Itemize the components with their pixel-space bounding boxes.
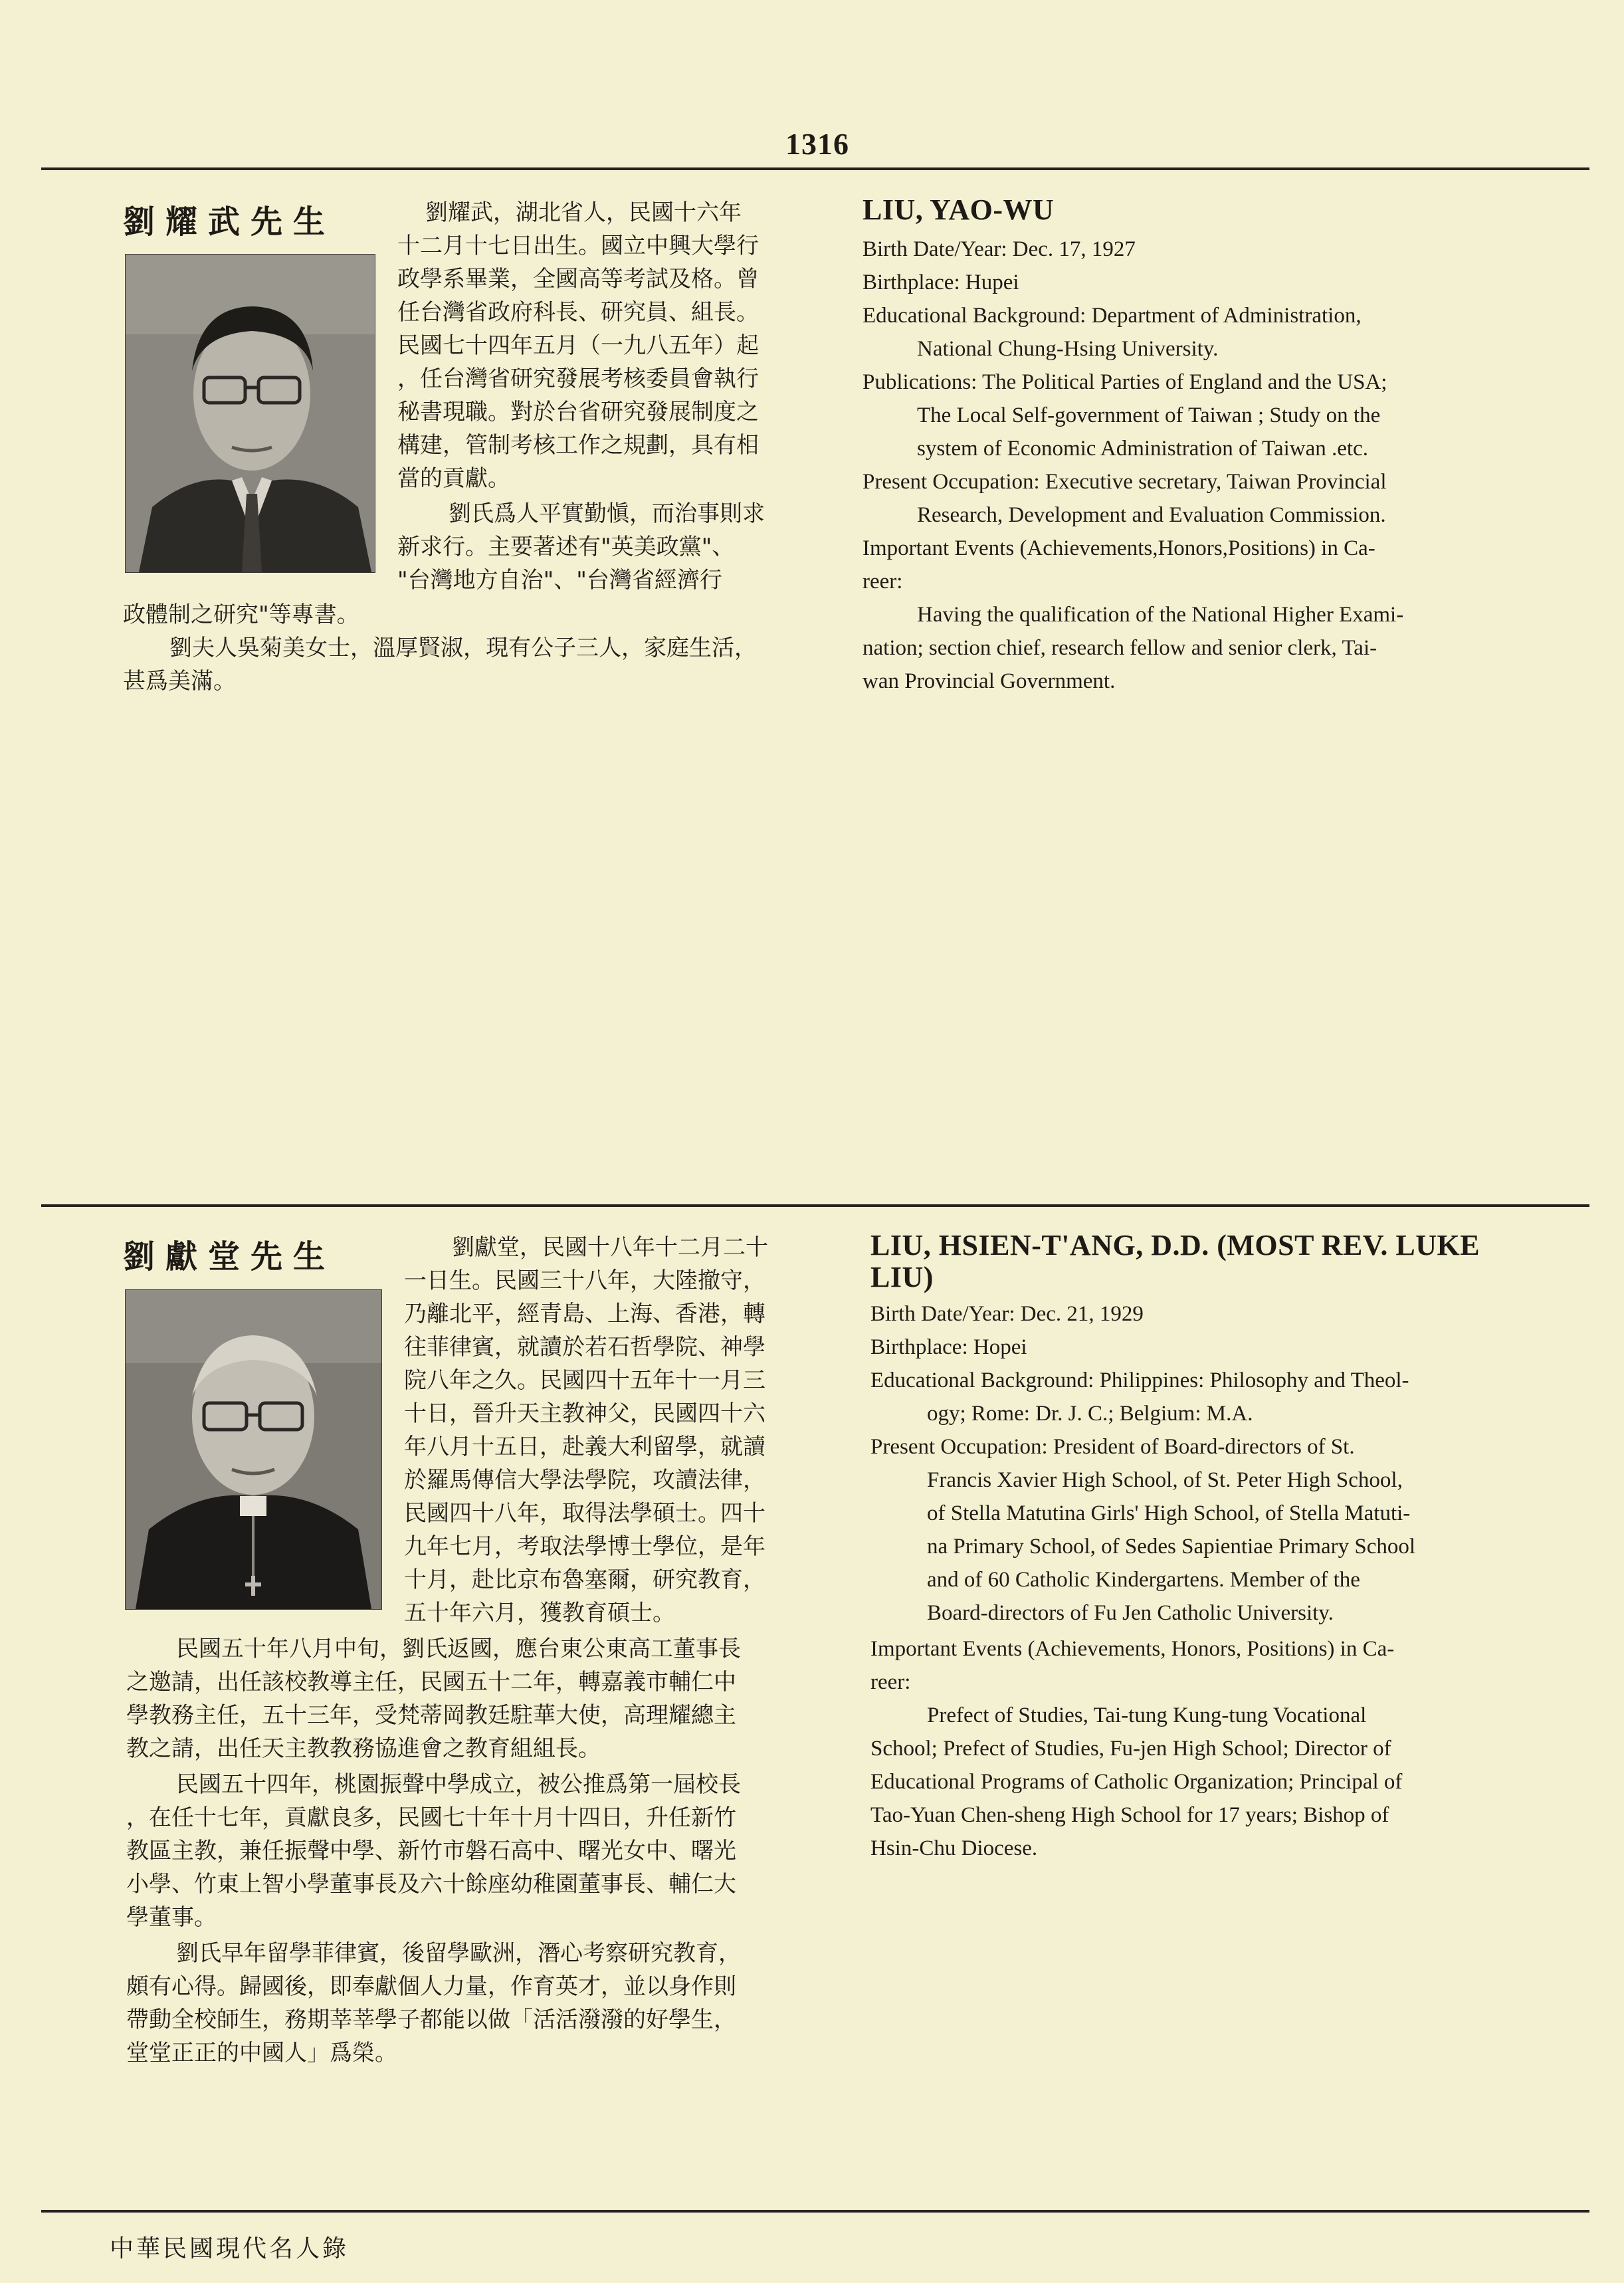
bio-zh-line: 院八年之久。民國四十五年十一月三 bbox=[404, 1367, 765, 1394]
bio-zh-line: 任台灣省政府科長、研究員、組長。 bbox=[397, 299, 759, 326]
bio-zh-line: 帶動全校師生，務期莘莘學子都能以做「活活潑潑的好學生， bbox=[126, 2007, 736, 2033]
bio-zh-line: 之邀請，出任該校教導主任，民國五十二年，轉嘉義市輔仁中 bbox=[126, 1669, 736, 1695]
section-divider bbox=[41, 1204, 1589, 1207]
bio-zh-line: 民國四十八年，取得法學碩士。四十 bbox=[404, 1500, 765, 1527]
bio-zh-line: 一日生。民國三十八年，大陸撤守， bbox=[404, 1267, 765, 1294]
portrait-man-icon bbox=[126, 255, 375, 572]
bio-zh-line: 政體制之研究"等專書。 bbox=[123, 601, 359, 628]
bio-en-line: wan Provincial Government. bbox=[863, 669, 1116, 693]
bio-zh-line: 劉夫人吳菊美女士，溫厚賢淑，現有公子三人，家庭生活， bbox=[169, 635, 757, 661]
bio-en-line: Prefect of Studies, Tai-tung Kung-tung Vocational bbox=[927, 1703, 1367, 1727]
footer-book-title: 中華民國現代名人錄 bbox=[110, 2235, 350, 2262]
bio-zh-line: 學董事。 bbox=[126, 1904, 217, 1931]
bio-en-line: Having the qualification of the National Higher Exami- bbox=[917, 603, 1404, 627]
bio-zh-line: 十二月十七日出生。國立中興大學行 bbox=[397, 233, 759, 259]
bio-en-line: ogy; Rome: Dr. J. C.; Belgium: M.A. bbox=[927, 1402, 1253, 1426]
bio-en-line: Educational Background: Department of Administration, bbox=[863, 304, 1362, 328]
bio-en-line: Birthplace: Hopei bbox=[870, 1335, 1027, 1359]
bio-en-line: Birthplace: Hupei bbox=[863, 271, 1019, 294]
bio-zh-line: 於羅馬傳信大學法學院，攻讀法律， bbox=[404, 1467, 765, 1493]
bio-en-line: Francis Xavier High School, of St. Peter High School, bbox=[927, 1468, 1403, 1492]
bio-en-line: reer: bbox=[863, 570, 903, 594]
bio-zh-line: 頗有心得。歸國後，即奉獻個人力量，作育英才，並以身作則 bbox=[126, 1973, 736, 2000]
bio-zh-line: 當的貢獻。 bbox=[397, 465, 510, 492]
portrait-bishop-icon bbox=[126, 1290, 381, 1609]
bio-zh-line: 小學、竹東上智小學董事長及六十餘座幼稚園董事長、輔仁大 bbox=[126, 1871, 736, 1898]
bio-en-line: Important Events (Achievements, Honors, Positions) in Ca- bbox=[870, 1637, 1395, 1661]
bio-en-line: Important Events (Achievements,Honors,Positions) in Ca- bbox=[863, 536, 1375, 560]
bio-zh-line: 年八月十五日，赴義大利留學，就讀 bbox=[404, 1434, 765, 1460]
bio-en-line: of Stella Matutina Girls' High School, of Stella Matuti- bbox=[927, 1501, 1411, 1525]
page-number: 1316 bbox=[785, 127, 849, 161]
bio-zh-line: 九年七月，考取法學博士學位，是年 bbox=[404, 1533, 765, 1560]
bio-zh-line: 乃離北平，經青島、上海、香港，轉 bbox=[404, 1301, 765, 1327]
bio-zh-line: ，在任十七年，貢獻良多，民國七十年十月十四日，升任新竹 bbox=[126, 1804, 736, 1831]
entry-name-en: LIU, YAO-WU bbox=[863, 193, 1055, 226]
bio-en-line: Board-directors of Fu Jen Catholic University. bbox=[927, 1601, 1334, 1625]
entry-name-en-continued: LIU) bbox=[870, 1261, 934, 1293]
bio-en-line: reer: bbox=[870, 1670, 911, 1694]
bio-zh-line: 民國七十四年五月（一九八五年）起 bbox=[397, 332, 759, 359]
bio-en-line: Research, Development and Evaluation Commission. bbox=[917, 503, 1386, 527]
bio-zh-line: 構建，管制考核工作之規劃，具有相 bbox=[397, 432, 759, 459]
bio-zh-line: 往菲律賓，就讀於若石哲學院、神學 bbox=[404, 1334, 765, 1360]
bio-en-line: and of 60 Catholic Kindergartens. Member of the bbox=[927, 1568, 1360, 1592]
bio-zh-line: 政學系畢業，全國高等考試及格。曾 bbox=[397, 266, 759, 292]
bio-en-line: nation; section chief, research fellow and senior clerk, Tai- bbox=[863, 636, 1377, 660]
portrait-photo bbox=[125, 254, 375, 573]
bio-zh-line: 五十年六月，獲教育碩士。 bbox=[404, 1600, 675, 1626]
bio-zh-line: 堂堂正正的中國人」爲榮。 bbox=[126, 2040, 397, 2066]
entry-name-zh: 劉耀武先生 bbox=[123, 203, 336, 241]
bio-zh-line: 民國五十年八月中旬，劉氏返國，應台東公東高工董事長 bbox=[176, 1636, 741, 1662]
bio-zh-line: 新求行。主要著述有"英美政黨"、 bbox=[397, 534, 735, 560]
bio-zh-line: 十日，晉升天主教神父，民國四十六 bbox=[404, 1400, 765, 1427]
bio-en-line: Hsin-Chu Diocese. bbox=[870, 1836, 1038, 1860]
bio-en-line: School; Prefect of Studies, Fu-jen High School; Director of bbox=[870, 1737, 1391, 1761]
bio-zh-line: 劉氏爲人平實勤愼，而治事則求 bbox=[449, 500, 765, 527]
bio-en-line: Educational Programs of Catholic Organization; Principal of bbox=[870, 1770, 1403, 1794]
bio-zh-line: 十月，赴比京布魯塞爾，研究教育， bbox=[404, 1567, 765, 1593]
bio-en-line: Birth Date/Year: Dec. 21, 1929 bbox=[870, 1302, 1144, 1326]
bio-en-line: Present Occupation: President of Board-directors of St. bbox=[870, 1435, 1355, 1459]
bio-zh-line: 劉氏早年留學菲律賓，後留學歐洲，潛心考察研究教育， bbox=[176, 1940, 741, 1967]
bio-zh-line: ，任台灣省研究發展考核委員會執行 bbox=[397, 366, 759, 392]
bio-zh-line: 民國五十四年，桃園振聲中學成立，被公推爲第一屆校長 bbox=[176, 1771, 741, 1798]
bio-zh-line: 劉耀武，湖北省人，民國十六年 bbox=[425, 199, 742, 226]
bio-zh-line: 劉獻堂，民國十八年十二月二十 bbox=[452, 1234, 768, 1261]
bio-zh-line: "台灣地方自治"、"台灣省經濟行 bbox=[397, 567, 722, 594]
bio-en-line: Educational Background: Philippines: Philosophy and Theol- bbox=[870, 1368, 1409, 1392]
bio-en-line: na Primary School, of Sedes Sapientiae Primary School bbox=[927, 1535, 1416, 1559]
footer-rule bbox=[41, 2210, 1589, 2213]
bio-zh-line: 秘書現職。對於台省研究發展制度之 bbox=[397, 399, 759, 425]
bio-en-line: Publications: The Political Parties of England and the USA; bbox=[863, 370, 1387, 394]
entry-name-zh: 劉獻堂先生 bbox=[123, 1238, 336, 1275]
entry-name-en: LIU, HSIEN-T'ANG, D.D. (MOST REV. LUKE bbox=[870, 1229, 1480, 1261]
bio-zh-line: 教區主教，兼任振聲中學、新竹市磐石高中、曙光女中、曙光 bbox=[126, 1838, 736, 1864]
portrait-photo bbox=[125, 1289, 382, 1610]
bio-zh-line: 教之請，出任天主教教務協進會之教育組組長。 bbox=[126, 1735, 601, 1762]
bio-zh-line: 學教務主任，五十三年，受梵蒂岡教廷駐華大使，高理耀總主 bbox=[126, 1702, 736, 1729]
bio-en-line: Birth Date/Year: Dec. 17, 1927 bbox=[863, 237, 1136, 261]
bio-en-line: Tao-Yuan Chen-sheng High School for 17 years; Bishop of bbox=[870, 1803, 1389, 1827]
bio-en-line: Present Occupation: Executive secretary, Taiwan Provincial bbox=[863, 470, 1387, 494]
header-rule bbox=[41, 167, 1589, 170]
bio-en-line: The Local Self-government of Taiwan ; Study on the bbox=[917, 403, 1381, 427]
bio-en-line: system of Economic Administration of Taiwan .etc. bbox=[917, 437, 1368, 461]
bio-en-line: National Chung-Hsing University. bbox=[917, 337, 1219, 361]
bio-zh-line: 甚爲美滿。 bbox=[123, 668, 236, 695]
